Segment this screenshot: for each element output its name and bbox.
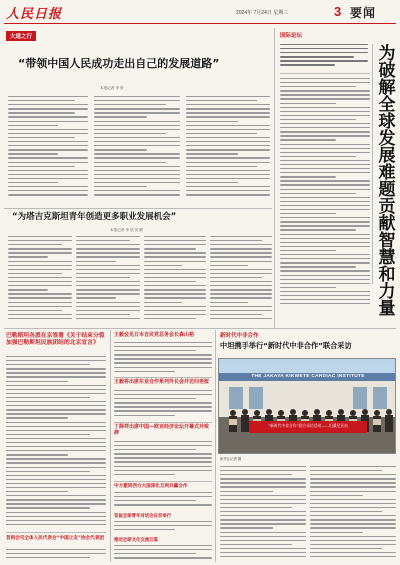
top-feature-body-col-3 [186, 96, 270, 202]
brief-headline-cooperation: 中方愿同西方大国深化互利共赢合作 [114, 484, 188, 489]
second-feature-body-col-2 [76, 236, 140, 324]
top-feature-headline: “带领中国人民成功走出自己的发展道路” [18, 57, 220, 70]
banner-text: “新时代中非合作”联合采访活动——坦桑尼亚站 [268, 423, 348, 428]
forum-vertical-title: 为破解全球发展难题贡献智慧和力量 [378, 44, 396, 319]
building-sign: THE JAKAYA KIKWETE CARDIAC INSTITUTE [251, 374, 365, 379]
brief-body-culture [114, 545, 212, 563]
second-feature-body-col-1 [8, 236, 72, 324]
brief-divider [6, 532, 106, 533]
brief-body-wangyi-laos [114, 390, 212, 420]
feature-tag: 大道之行 [6, 31, 36, 41]
brief-divider [114, 377, 212, 378]
section-divider [4, 208, 272, 209]
brief-body-wangyi-japan [114, 342, 212, 376]
forum-tag: 国际论坛 [280, 33, 303, 39]
column-divider [110, 330, 111, 562]
second-feature-body-col-3 [144, 236, 206, 324]
brief-divider [114, 422, 212, 423]
brief-body-cooperation [114, 492, 212, 512]
second-feature-headline: “为塔吉克斯坦青年创造更多职业发展机会” [12, 212, 177, 222]
forum-lead-text [280, 44, 368, 70]
brief-headline-delegation: 首相会见全体人民代表会“中国之友”协会代表团 [6, 536, 104, 541]
brief-body-palestine [6, 356, 106, 530]
top-feature-byline: 本报记者 李 欣 [100, 86, 124, 90]
page-section-name: 要闻 [350, 6, 377, 20]
cooperation-headline: 中坦携手举行“新时代中非合作”联合采访 [220, 341, 352, 350]
forum-divider [280, 73, 370, 74]
brief-headline-palestine: 巴勒斯坦各派在京签署《关于结束分裂加强巴勒斯坦民族团结的北京宣言》 [6, 333, 105, 346]
photo-caption: 新华社记者 摄 [220, 457, 242, 461]
cooperation-body-col-1 [220, 466, 306, 562]
brief-body-youth-dialogue [114, 521, 212, 537]
brief-headline-culture: 推动全球文化交流互鉴 [114, 538, 158, 543]
masthead [4, 2, 396, 24]
brief-headline-dingxuexiang: 丁薛祥出席中国—欧亚经济论坛开幕式并致辞 [114, 424, 210, 436]
cooperation-photo [218, 358, 396, 454]
column-divider [215, 330, 216, 562]
forum-body [280, 78, 370, 322]
issue-date: 2024年 7月24日 星期三 [236, 10, 289, 16]
brief-body-dingxuexiang [114, 441, 212, 479]
brief-headline-wangyi-japan: 王毅会见日本自民党总务会长森山裕 [114, 332, 195, 338]
second-feature-body-col-4 [210, 236, 272, 324]
brief-divider [114, 481, 212, 482]
second-feature-byline: 本报记者 李 欣 吴 刚 [110, 228, 143, 232]
section-divider [4, 328, 396, 329]
top-feature-body-col-1 [8, 96, 88, 202]
brief-headline-wangyi-laos: 王毅将出席东亚合作系列外长会并访问老挝 [114, 379, 210, 385]
brief-headline-youth-dialogue: 首届全球青年对话会在京举行 [114, 514, 172, 519]
column-divider [372, 44, 373, 284]
brief-body-delegation [6, 549, 106, 563]
column-divider [274, 28, 275, 328]
cooperation-tag: 新时代中非合作 [220, 333, 259, 339]
newspaper-logo: 人民日报 [6, 7, 63, 22]
cooperation-body-col-2 [310, 466, 396, 562]
page-number: 3 [334, 4, 342, 19]
top-feature-body-col-2 [94, 96, 180, 202]
